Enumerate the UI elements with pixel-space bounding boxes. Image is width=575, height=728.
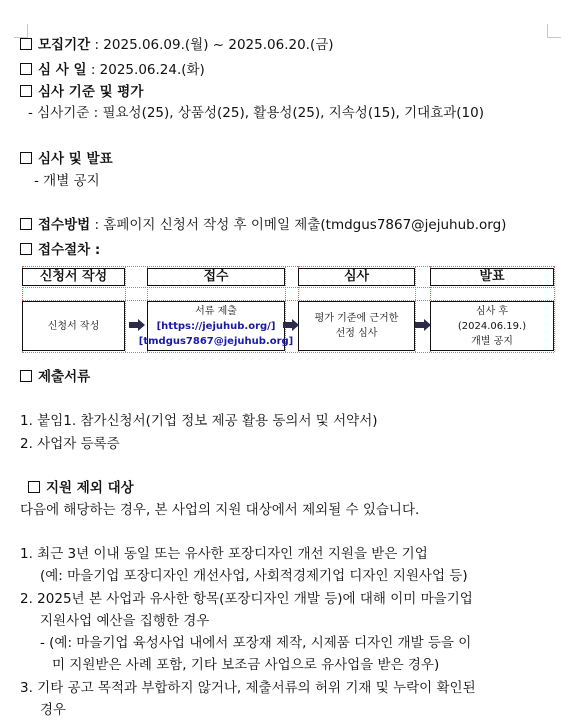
exclusion-item-1: 1. 최근 3년 이내 동일 또는 유사한 포장디자인 개선 지원을 받은 기업 [20, 546, 428, 562]
page-corner-mark-right [547, 24, 561, 38]
method-label: 접수방법 [38, 217, 91, 233]
criteria-heading [20, 83, 143, 101]
process-step-announce [430, 301, 554, 351]
arrow-right-icon [415, 319, 431, 331]
documents-item-2: 2. 사업자 등록증 [20, 436, 120, 452]
step-announce-line1: 심사 후 [475, 305, 509, 317]
checkbox-icon [20, 63, 32, 75]
documents-heading [20, 368, 90, 386]
checkbox-icon [20, 218, 32, 230]
exclusion-intro: 다음에 해당하는 경우, 본 사업의 지원 대상에서 제외될 수 있습니다. [20, 502, 420, 518]
checkbox-icon [20, 85, 32, 97]
guide-line [22, 287, 554, 288]
exclusion-item-2-example: - (예: 마을기업 육성사업 내에서 포장재 제작, 시제품 디자인 개발 등을 이 [40, 635, 472, 651]
email-link[interactable]: [tmdgus7867@jejuhub.org] [138, 335, 294, 347]
documents-title: 제출서류 [38, 369, 91, 385]
procedure-heading [20, 241, 100, 259]
method-value: : 홈페이지 신청서 작성 후 이메일 제출(tmdgus7867@jejuhub.org) [94, 217, 507, 233]
checkbox-icon [20, 243, 32, 255]
guide-line [22, 352, 554, 353]
review-date-label: 심 사 일 [38, 62, 87, 78]
process-step-receipt [138, 301, 294, 351]
arrow-right-icon [283, 319, 299, 331]
step-announce-line2: (2024.06.19.) [457, 320, 527, 332]
announce-title: 심사 및 발표 [38, 151, 113, 167]
step-review-line1: 평가 기준에 근거한 [314, 313, 399, 324]
checkbox-icon [28, 481, 40, 493]
announce-heading [20, 150, 113, 168]
arrow-right-icon [129, 319, 145, 331]
announce-detail: - 개별 공지 [34, 173, 100, 189]
checkbox-icon [20, 152, 32, 164]
process-header-receipt: 접수 [147, 268, 285, 286]
period-value: : 2025.06.09.(월) ~ 2025.06.20.(금) [94, 37, 334, 53]
process-header-review: 심사 [298, 268, 415, 286]
documents-item-1: 1. 붙임1. 참가신청서(기업 정보 제공 활용 동의서 및 서약서) [20, 413, 378, 429]
step-receipt-text: 서류 제출 [195, 305, 237, 317]
exclusion-item-2-cont: 지원사업 예산을 집행한 경우 [40, 613, 210, 629]
method-row [20, 216, 506, 234]
exclusion-item-2-example-cont: 미 지원받은 사례 포함, 기타 보조금 사업으로 유사업을 받은 경우) [52, 657, 440, 673]
guide-line [125, 266, 126, 352]
exclusion-title: 지원 제외 대상 [46, 480, 134, 496]
step-review-line2: 선정 심사 [335, 328, 378, 339]
procedure-label: 접수절차 : [38, 242, 101, 258]
process-header-apply: 신청서 작성 [22, 268, 125, 286]
process-step-apply [22, 301, 125, 351]
guide-line [22, 266, 554, 267]
checkbox-icon [20, 370, 32, 382]
process-step-review [298, 301, 415, 351]
period-row [20, 36, 334, 54]
period-label: 모집기간 [38, 37, 91, 53]
review-date-value: : 2025.06.24.(화) [90, 62, 205, 78]
guide-line [415, 266, 416, 352]
exclusion-item-2: 2. 2025년 본 사업과 유사한 항목(포장디자인 개발 등)에 대해 이미 마을기업 [20, 591, 473, 607]
process-header-announce: 발표 [430, 268, 554, 286]
criteria-detail: - 심사기준 : 필요성(25), 상품성(25), 활용성(25), 지속성(15), 기대효과(10) [28, 105, 485, 121]
exclusion-item-3-cont: 경우 [40, 702, 67, 718]
criteria-title: 심사 기준 및 평가 [38, 84, 144, 100]
exclusion-item-1-example: (예: 마을기업 포장디자인 개선사업, 사회적경제기업 디자인 지원사업 등) [40, 568, 468, 584]
step-apply-text: 신청서 작성 [47, 320, 100, 332]
homepage-link[interactable]: [https://jejuhub.org/] [156, 320, 276, 332]
exclusion-heading [28, 479, 134, 497]
guide-line [554, 266, 555, 352]
exclusion-item-3: 3. 기타 공고 목적과 부합하지 않거나, 제출서류의 허위 기재 및 누락이 확인된 [20, 680, 476, 696]
step-announce-line3: 개별 공지 [471, 335, 513, 347]
review-date-row [20, 61, 205, 79]
checkbox-icon [20, 38, 32, 50]
